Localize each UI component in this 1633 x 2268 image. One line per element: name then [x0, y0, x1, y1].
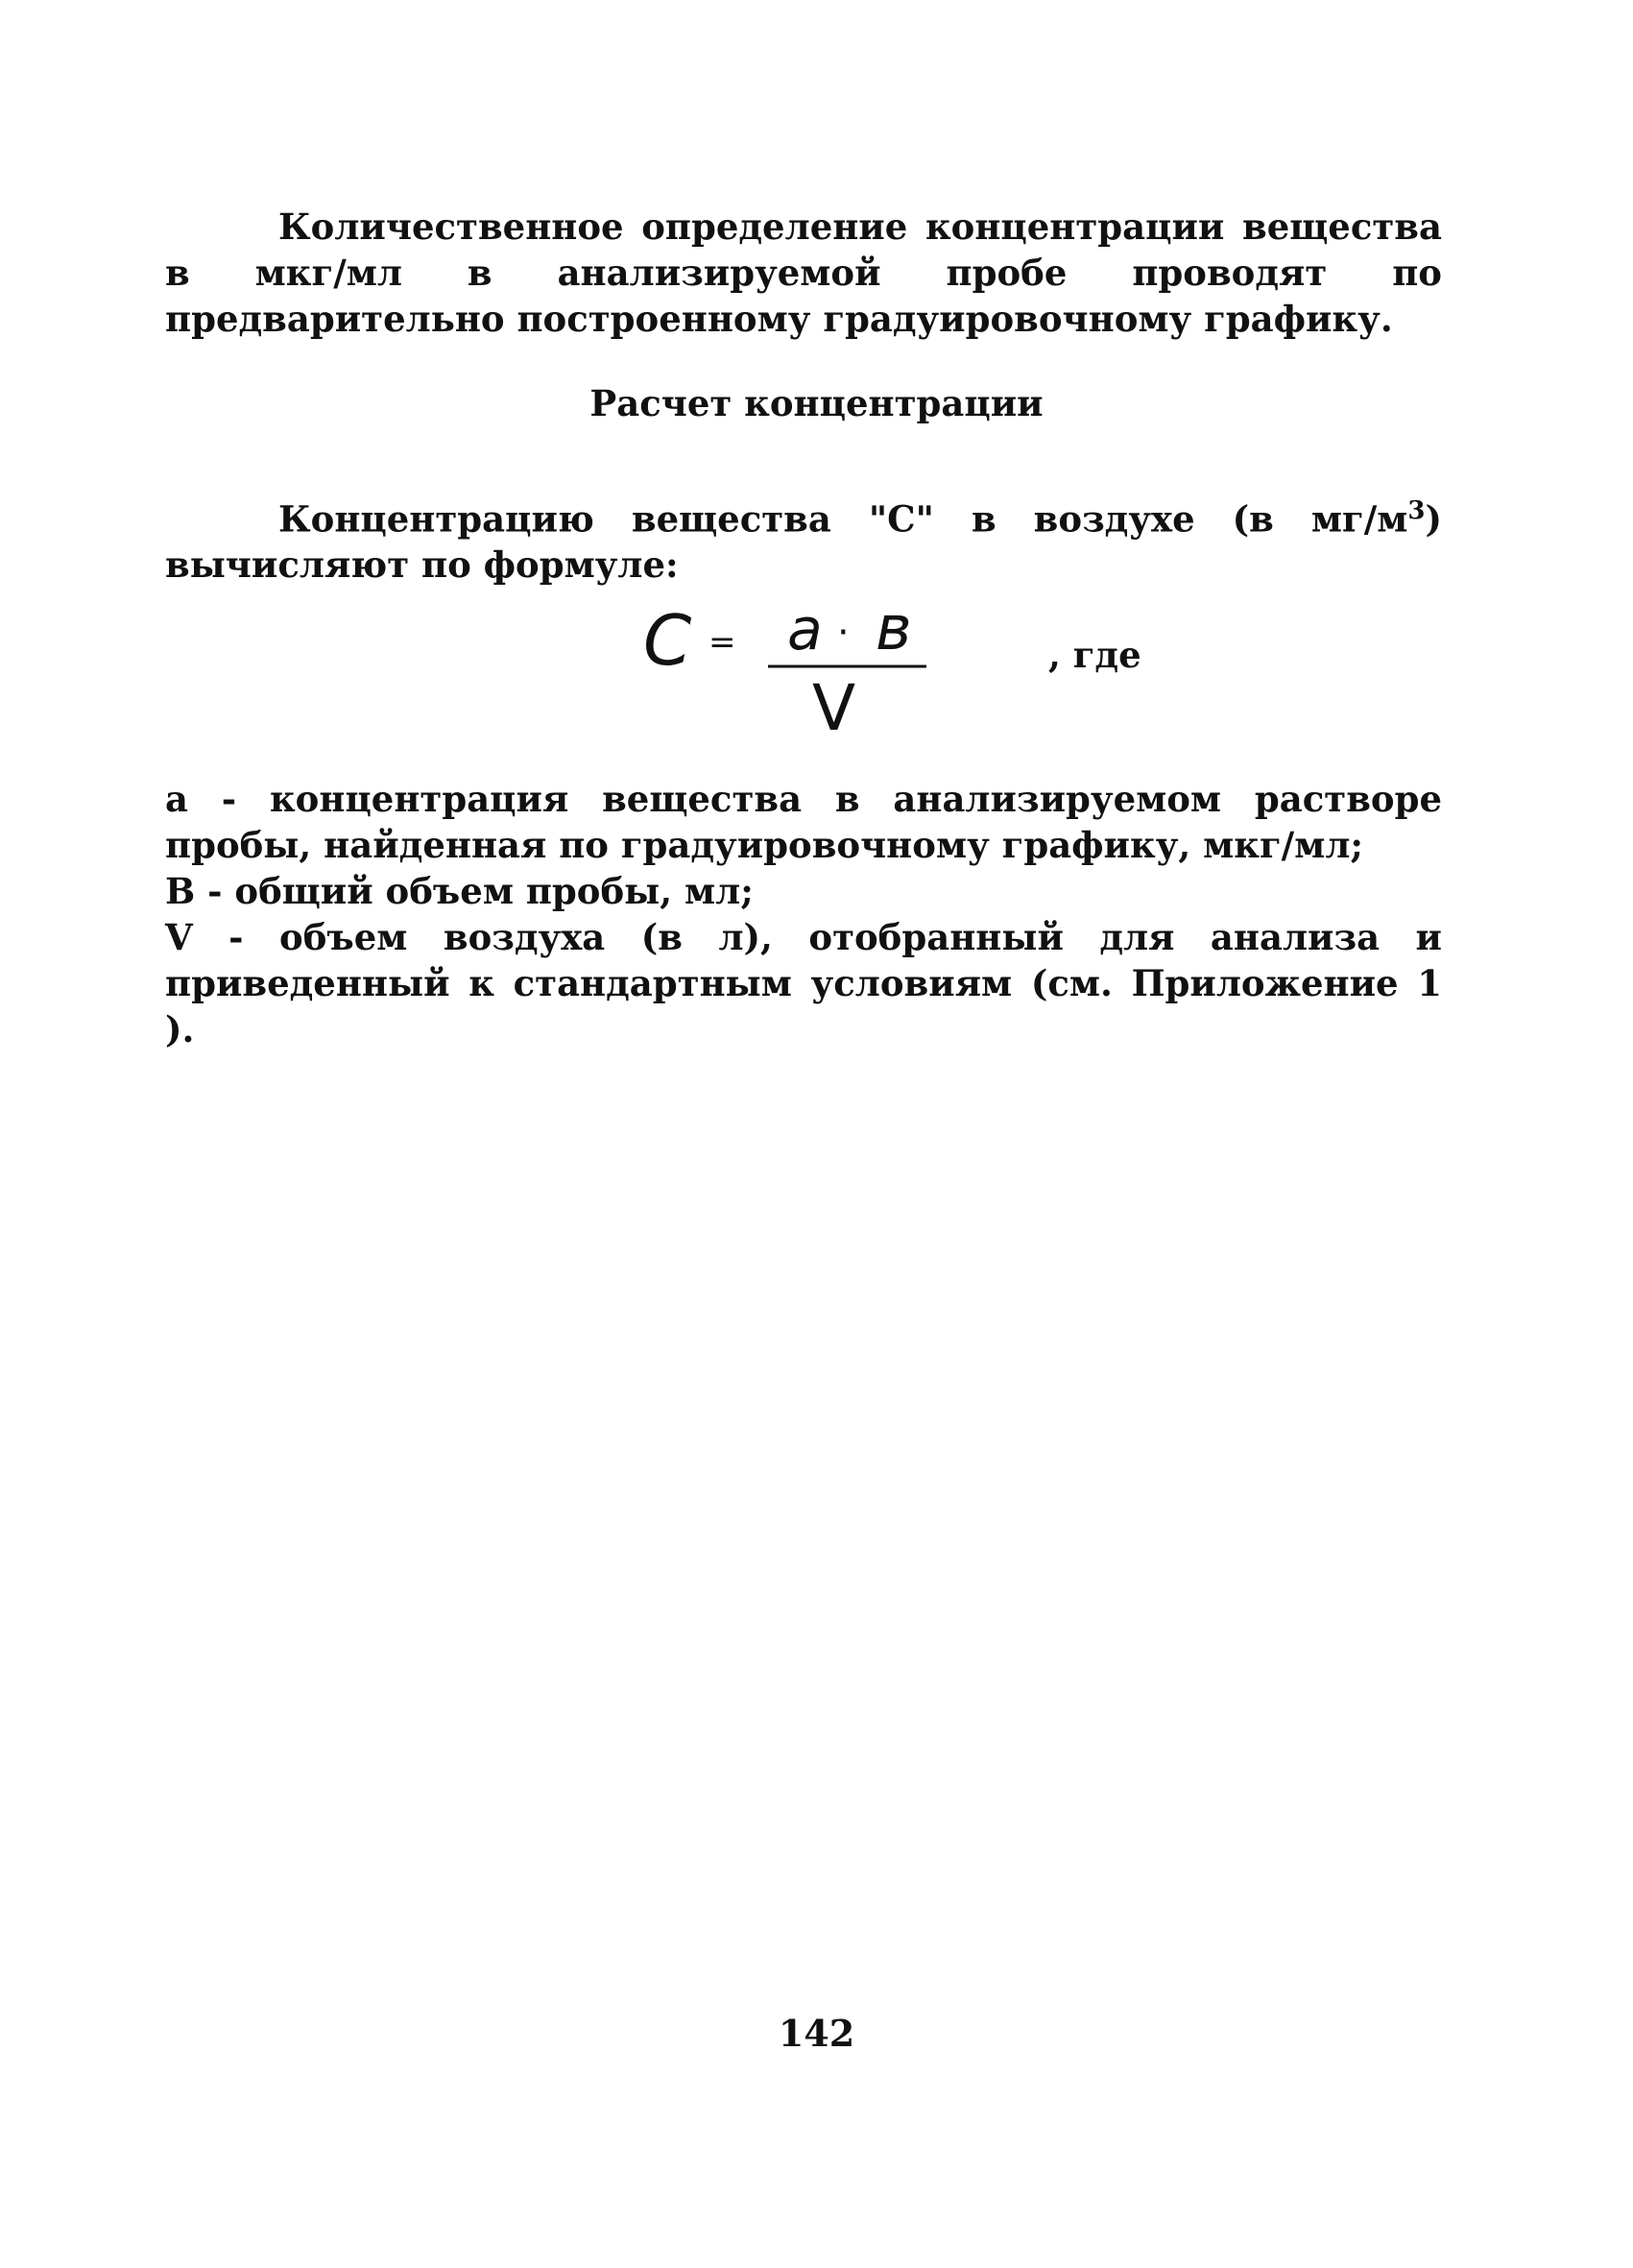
definition-v: V - объем воздуха (в л), отобранный для анализа и приведенный к стандартным условиям (см. Приложение 1 ).	[165, 916, 1442, 1050]
formula-numerator-a: a	[787, 596, 823, 664]
definition-a: а - концентрация вещества в анализируемом растворе пробы, найденная по градуировочному графику, мкг/мл;	[165, 778, 1442, 866]
formula-intro-superscript: 3	[1407, 496, 1426, 525]
formula-lhs: C	[643, 600, 692, 681]
formula-intro-text-end: ) вычисляют по формуле:	[165, 497, 1442, 587]
formula-dot: ·	[837, 611, 850, 655]
section-heading: Расчет концентрации	[589, 382, 1044, 424]
formula-denominator: V	[812, 671, 856, 745]
formula-intro-text: Концентрацию вещества "С" в воздухе (в мг/м	[278, 497, 1408, 541]
formula-equals: =	[708, 623, 736, 662]
page-number: 142	[778, 2012, 855, 2055]
definition-b: В - общий объем пробы, мл;	[165, 870, 754, 912]
formula-intro-paragraph	[165, 488, 1442, 588]
formula-numerator-b: в	[876, 593, 912, 664]
intro-paragraph: Количественное определение концентрации вещества в мкг/мл в анализируемой пробе проводят по предварительно построенному градуировочному графику.	[165, 205, 1442, 340]
definitions-list	[165, 776, 1442, 1052]
formula-where: , где	[1048, 634, 1141, 676]
